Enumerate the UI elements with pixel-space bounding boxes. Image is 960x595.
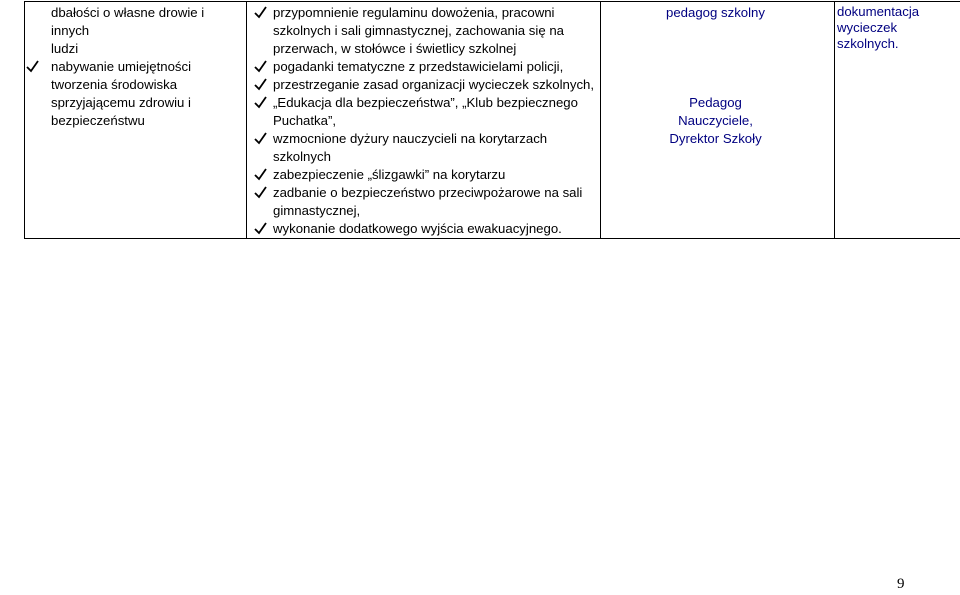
activity-text: zadbanie o bezpieczeństwo przeciwpożarowe na sali gimnastycznej, [273,185,583,218]
checkmark-icon [254,185,267,199]
activity-item [247,58,598,76]
checkmark-icon [254,167,267,181]
plan-table [24,1,960,239]
checkmark-icon [254,95,267,109]
goal-check-text: nabywanie umiejętności tworzenia środowiska sprzyjającemu zdrowiu i bezpieczeństwu [51,59,192,128]
activity-item [247,76,598,94]
evaluation-cell [835,2,960,239]
responsible-spacer [601,22,830,94]
activity-text: przypomnienie regulaminu dowożenia, pracowni szkolnych i sali gimnastycznej, zachowania się na przerwach, w stołówce i świetlicy szkolnej [273,5,564,56]
activity-text: zabezpieczenie „ślizgawki” na korytarzu [273,167,506,182]
checkmark-icon [26,59,39,73]
responsible-line-3: Dyrektor Szkoły [669,131,762,146]
activity-item [247,220,598,238]
activity-item [247,4,598,58]
page-number: 9 [897,576,905,592]
checkmark-icon [254,59,267,73]
activity-text: wykonanie dodatkowego wyjścia ewakuacyjnego. [273,221,562,236]
activity-text: pogadanki tematyczne z przedstawicielami policji, [273,59,564,74]
activities-check-list [247,4,598,238]
activity-text: „Edukacja dla bezpieczeństwa”, „Klub bezpiecznego Puchatka”, [273,95,578,128]
goal-check-item [43,58,242,130]
evaluation-line-3: szkolnych. [837,36,899,51]
checkmark-icon [254,5,267,19]
goals-check-list [43,58,242,130]
responsible-cell [601,2,835,239]
activity-item [247,184,598,220]
responsible-line-2: Nauczyciele, [678,113,753,128]
goal-lead-line-2: ludzi [51,41,79,56]
activity-text: przestrzeganie zasad organizacji wycieczek szkolnych, [273,77,595,92]
checkmark-icon [254,221,267,235]
checkmark-icon [254,77,267,91]
table-row [25,2,960,239]
activity-item [247,166,598,184]
activity-text: wzmocnione dyżury nauczycieli na korytarzach szkolnych [273,131,548,164]
activities-cell [247,2,601,239]
evaluation-line-1: dokumentacja [837,4,920,19]
activity-item [247,94,598,130]
responsible-line-1: Pedagog [689,95,742,110]
goal-lead-line-1: dbałości o własne drowie i innych [51,5,205,38]
evaluation-line-2: wycieczek [837,20,898,35]
checkmark-icon [254,131,267,145]
responsible-first-group: pedagog szkolny [666,5,765,20]
activity-item [247,130,598,166]
goals-cell [25,2,247,239]
